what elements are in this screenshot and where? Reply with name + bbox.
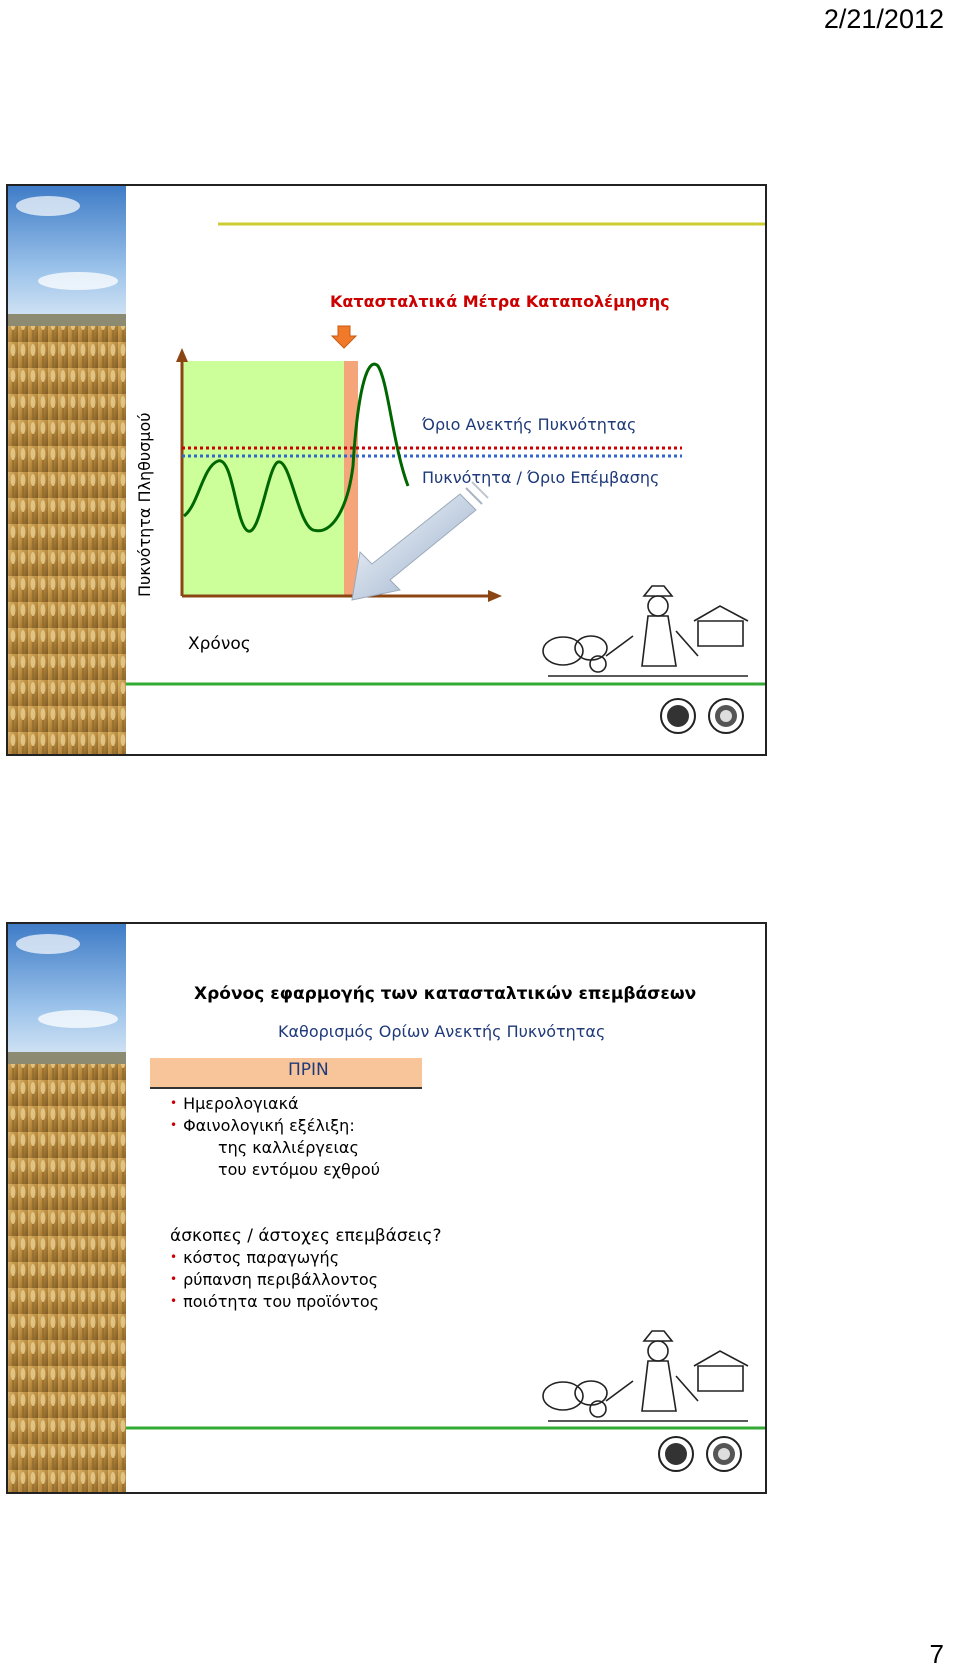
farmer-sketch-image [543,1331,748,1421]
before-label: ΠΡΙΝ [288,1060,329,1080]
bullet-item: • ρύπανση περιβάλλοντος [170,1270,379,1289]
slide-subtitle: Καθορισμός Ορίων Ανεκτής Πυκνότητας [278,1022,606,1041]
slide-title: Χρόνος εφαρμογής των κατασταλτικών επεμβάσεων [194,984,697,1004]
farmer-sketch-image [543,586,748,676]
bullet-item: • ποιότητα του προϊόντος [170,1292,380,1311]
slide-background [8,924,765,1492]
tolerance-threshold-label: Όριο Ανεκτής Πυκνότητας [422,415,637,434]
slide-suppressive-measures [6,184,767,756]
bullet-icon: • [170,1096,178,1110]
bullet-icon: • [170,1250,178,1264]
question-text: άσκοπες / άστοχες επεμβάσεις? [170,1226,442,1246]
wheat-image [8,326,126,754]
slide-application-timing [6,922,767,1494]
bullet-item: • Φαινολογική εξέλιξη: [170,1116,355,1135]
y-axis-label: Πυκνότητα Πληθυσμού [135,412,154,597]
wheat-image [8,1064,126,1492]
university-seal-icons [659,1437,741,1471]
bullet-icon: • [170,1272,178,1286]
intervention-threshold-label: Πυκνότητα / Όριο Επέμβασης [422,468,660,487]
green-zone [182,361,344,596]
print-date: 2/21/2012 [823,4,944,34]
page-number: 7 [929,1639,944,1669]
bullet-icon: • [170,1118,178,1132]
x-axis-label: Χρόνος [188,634,251,654]
sub-item: του εντόμου εχθρού [218,1160,380,1179]
bullet-icon: • [170,1294,178,1308]
university-seal-icons [661,699,743,733]
bullet-item: • Ημερολογιακά [170,1094,299,1113]
before-bar [150,1058,422,1088]
slide-title: Κατασταλτικά Μέτρα Καταπολέμησης [330,292,670,311]
bullet-item: • κόστος παραγωγής [170,1248,340,1267]
decline-arrow [352,482,488,600]
sub-item: της καλλιέργειας [218,1138,359,1157]
application-arrow [332,326,356,348]
